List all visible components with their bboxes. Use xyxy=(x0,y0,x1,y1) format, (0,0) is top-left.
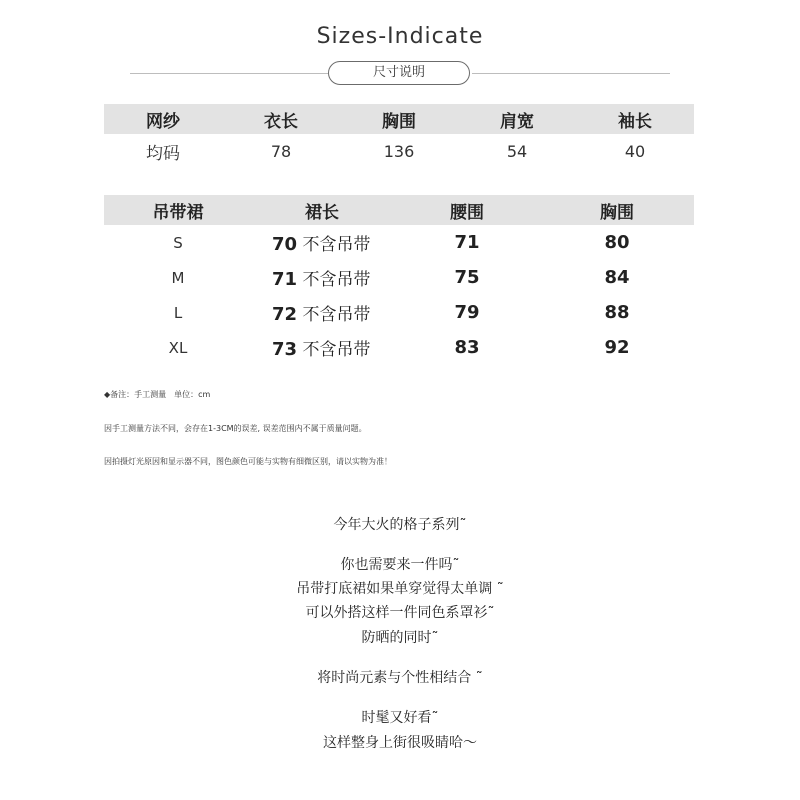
length-note: 不含吊带 xyxy=(302,235,371,255)
promo-line: 将时尚元素与个性相结合 ˜ xyxy=(317,670,483,686)
promo-line: 吊带打底裙如果单穿觉得太单调 ˜ xyxy=(296,581,504,597)
size-cell: L xyxy=(173,303,183,322)
length-cell xyxy=(252,300,392,325)
table-cell: 78 xyxy=(270,141,292,161)
column-header: 袖长 xyxy=(618,111,652,132)
size-cell: M xyxy=(171,268,185,287)
table-row xyxy=(104,330,694,365)
promo-line: 你也需要来一件吗˜ xyxy=(340,557,460,573)
column-header: 胸围 xyxy=(382,111,416,132)
page-title: Sizes-Indicate xyxy=(316,24,484,49)
chest-cell: 92 xyxy=(604,337,630,358)
length-value: 70 xyxy=(272,234,298,255)
table-row xyxy=(104,295,694,330)
length-value: 71 xyxy=(272,269,298,290)
divider-left xyxy=(130,73,328,74)
column-header: 胸围 xyxy=(600,202,634,223)
promo-line: 可以外搭这样一件同色系罩衫˜ xyxy=(305,605,495,621)
chest-cell: 84 xyxy=(604,267,630,288)
promo-line: 时髦又好看˜ xyxy=(361,710,439,726)
table-cell: 均码 xyxy=(146,143,180,164)
length-value: 72 xyxy=(272,304,298,325)
table-header xyxy=(104,195,694,225)
length-note: 不含吊带 xyxy=(302,340,371,360)
length-note: 不含吊带 xyxy=(302,305,371,325)
length-value: 73 xyxy=(272,339,298,360)
mesh-size-table xyxy=(104,104,694,168)
error-note: 因手工测量方法不同，会存在1-3CM的误差, 误差范围内不属于质量问题。 xyxy=(104,424,367,433)
chest-cell: 80 xyxy=(604,232,630,253)
column-header: 腰围 xyxy=(450,202,484,223)
length-cell xyxy=(252,265,392,290)
column-header: 裙长 xyxy=(305,202,339,223)
measurement-note: ◆备注：手工测量 单位：cm xyxy=(104,390,211,399)
column-header: 衣长 xyxy=(264,111,298,132)
promo-line: 防晒的同时˜ xyxy=(361,630,439,646)
promo-line: 这样整身上街很吸睛哈～ xyxy=(323,735,477,751)
length-note: 不含吊带 xyxy=(302,270,371,290)
waist-cell: 75 xyxy=(454,267,480,288)
subtitle-label: 尺寸说明 xyxy=(328,61,470,85)
table-header xyxy=(104,104,694,134)
divider-right xyxy=(472,73,670,74)
length-cell xyxy=(252,335,392,360)
waist-cell: 79 xyxy=(454,302,480,323)
slip-dress-size-table xyxy=(104,195,694,365)
column-header: 吊带裙 xyxy=(152,202,204,223)
size-cell: S xyxy=(173,233,183,252)
subtitle-banner xyxy=(130,60,670,86)
chest-cell: 88 xyxy=(604,302,630,323)
column-header: 网纱 xyxy=(146,111,180,132)
column-header: 肩宽 xyxy=(500,111,534,132)
table-row xyxy=(104,134,694,168)
table-cell: 40 xyxy=(624,141,646,161)
table-cell: 54 xyxy=(506,141,528,161)
length-cell xyxy=(252,230,392,255)
size-cell: XL xyxy=(168,338,188,357)
table-row xyxy=(104,225,694,260)
table-row xyxy=(104,260,694,295)
promo-line: 今年大火的格子系列˜ xyxy=(333,517,467,533)
waist-cell: 83 xyxy=(454,337,480,358)
table-cell: 136 xyxy=(383,141,415,161)
waist-cell: 71 xyxy=(454,232,480,253)
color-note: 因拍摄灯光原因和显示器不同，图色颜色可能与实物有细微区别，请以实物为准！ xyxy=(104,457,392,466)
